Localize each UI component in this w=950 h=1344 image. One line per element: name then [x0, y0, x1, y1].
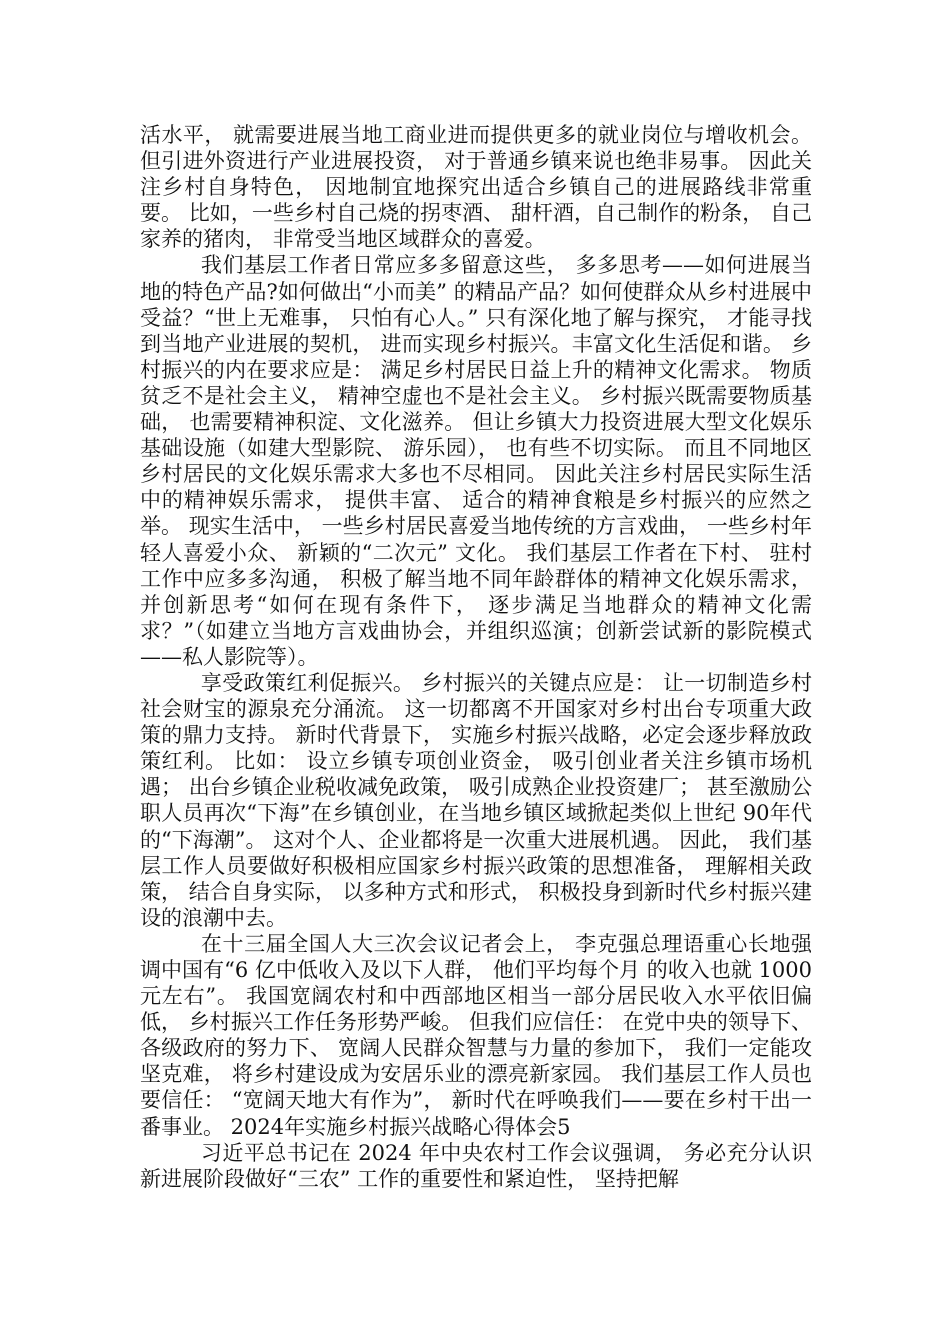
paragraph-4: 在十三届全国人大三次会议记者会上， 李克强总理语重心长地强调中国有“6 亿中低收入及以下人群， 他们平均每个月 的收入也就 1000 元左右”。 我国宽阔农村和中西部地区相当一部分居民收入水平依旧偏低， 乡村振兴工作任务形势严峻。 但我们应信任： 在党中央的领导下、 各级政府的努力下、 宽阔人民群众智慧与力量的参加下， 我们一定能攻坚克难， 将乡村建设成为安居乐业的漂亮新家园。 我们基层工作人员也要信任： “宽阔天地大有作为”， 新时代在呼唤我们——要在乡村干出一番事业。 2024年实施乡村振兴战略心得体会5 [140, 931, 812, 1139]
paragraph-5: 习近平总书记在 2024 年中央农村工作会议强调， 务必充分认识新进展阶段做好“三农” 工作的重要性和紧迫性， 坚持把解 [140, 1140, 812, 1191]
document-page [140, 122, 812, 1192]
paragraph-2: 我们基层工作者日常应多多留意这些， 多多思考——如何进展当地的特色产品?如何做出“小而美” 的精品产品？如何使群众从乡村进展中受益？“世上无难事， 只怕有心人。” 只有深化地了解与探究， 才能寻找到当地产业进展的契机， 进而实现乡村振兴。丰富文化生活促和谐。 乡村振兴的内在要求应是： 满足乡村居民日益上升的精神文化需求。 物质贫乏不是社会主义， 精神空虚也不是社会主义。 乡村振兴既需要物质基础， 也需要精神积淀、文化滋养。 但让乡镇大力投资进展大型文化娱乐基础设施（如建大型影院、 游乐园）， 也有些不切实际。 而且不同地区乡村居民的文化娱乐需求大多也不尽相同。 因此关注乡村居民实际生活中的精神娱乐需求， 提供丰富、 适合的精神食粮是乡村振兴的应然之举。 现实生活中， 一些乡村居民喜爱当地传统的方言戏曲， 一些乡村年轻人喜爱小众、 新颖的“二次元” 文化。 我们基层工作者在下村、 驻村工作中应多多沟通， 积极了解当地不同年龄群体的精神文化娱乐需求， 并创新思考“如何在现有条件下， 逐步满足当地群众的精神文化需求？”（如建立当地方言戏曲协会，并组织巡演；创新尝试新的影院模式——私人影院等）。 [140, 253, 812, 669]
paragraph-3: 享受政策红利促振兴。 乡村振兴的关键点应是： 让一切制造乡村社会财宝的源泉充分涌流。 这一切都离不开国家对乡村出台专项重大政策的鼎力支持。 新时代背景下， 实施乡村振兴战略，必定会逐步释放政策红利。 比如： 设立乡镇专项创业资金， 吸引创业者关注乡镇市场机遇； 出台乡镇企业税收减免政策， 吸引成熟企业投资建厂； 甚至激励公职人员再次“下海”在乡镇创业，在当地乡镇区域掀起类似上世纪 90年代的“下海潮”。 这对个人、企业都将是一次重大进展机遇。 因此， 我们基层工作人员要做好积极相应国家乡村振兴政策的思想准备， 理解相关政策， 结合自身实际， 以多种方式和形式， 积极投身到新时代乡村振兴建设的浪潮中去。 [140, 670, 812, 930]
paragraph-1: 活水平， 就需要进展当地工商业进而提供更多的就业岗位与增收机会。 但引进外资进行产业进展投资， 对于普通乡镇来说也绝非易事。 因此关注乡村自身特色， 因地制宜地探究出适合乡镇自己的进展路线非常重要。 比如，一些乡村自己烧的拐枣酒、 甜杆酒，自己制作的粉条， 自己家养的猪肉， 非常受当地区域群众的喜爱。 [140, 123, 812, 252]
